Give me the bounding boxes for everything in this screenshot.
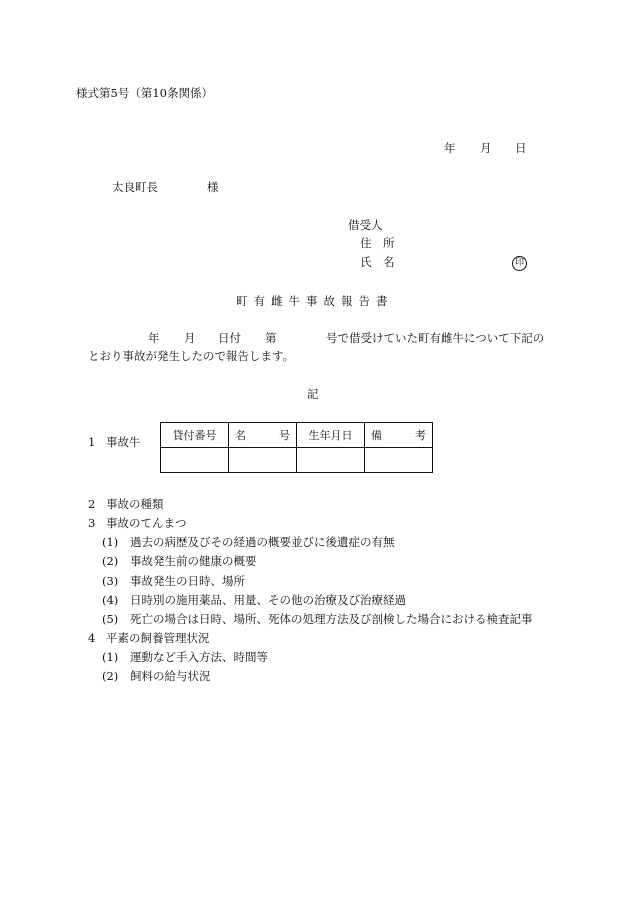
list-item-number: (3) xyxy=(102,574,119,588)
addressee-honorific: 様 xyxy=(207,180,219,194)
ki-heading: 記 xyxy=(307,387,319,401)
list-item-text: 過去の病歴及びその経過の概要並びに後遺症の有無 xyxy=(130,535,395,549)
list-item-number: 3 xyxy=(88,516,96,530)
list-item-number: 2 xyxy=(88,497,96,511)
date-day-label: 日 xyxy=(515,141,527,155)
list-item-text: 平素の飼養管理状況 xyxy=(106,631,210,645)
body-number-prefix: 第 xyxy=(265,331,277,345)
list-item-number: (1) xyxy=(102,535,119,549)
list-item-number: (4) xyxy=(102,593,119,607)
header-loan-number: 貸付番号 xyxy=(161,423,229,448)
date-year-label: 年 xyxy=(444,141,456,155)
seal-mark: 印 xyxy=(512,254,527,271)
body-line2: とおり事故が発生したので報告します。 xyxy=(88,349,295,363)
list-item-text: 日時別の施用薬品、用量、その他の治療及び治療経過 xyxy=(130,593,406,607)
list-item-text: 事故のてんまつ xyxy=(106,516,187,530)
table-row xyxy=(161,448,433,473)
accident-cow-table xyxy=(160,422,433,473)
cell-birthdate[interactable] xyxy=(297,448,365,473)
borrower-heading: 借受人 xyxy=(348,218,383,232)
list-item-text: 事故発生前の健康の概要 xyxy=(130,554,257,568)
address-label: 住 所 xyxy=(360,236,395,250)
list-item-number: (1) xyxy=(102,650,119,664)
date-month-label: 月 xyxy=(480,141,492,155)
table-header-row xyxy=(161,423,433,448)
list-item-text: 事故の種類 xyxy=(106,497,164,511)
section1-label: 事故牛 xyxy=(106,435,141,449)
addressee-name: 太良町長 xyxy=(112,180,158,194)
body-line1: 号で借受けていた町有雌牛について下記の xyxy=(326,331,545,345)
cell-loan-number[interactable] xyxy=(161,448,229,473)
header-birthdate: 生年月日 xyxy=(297,423,365,448)
header-name: 名 号 xyxy=(229,423,297,448)
section1-number: 1 xyxy=(88,435,96,449)
cell-name[interactable] xyxy=(229,448,297,473)
list-item-text: 飼料の給与状況 xyxy=(130,669,211,683)
body-month: 月 xyxy=(184,331,196,345)
list-item-number: 4 xyxy=(88,631,96,645)
list-item-text: 運動など手入方法、時間等 xyxy=(130,650,268,664)
list-item-number: (5) xyxy=(102,612,119,626)
form-number: 様式第5号（第10条関係） xyxy=(76,86,213,100)
list-item-number: (2) xyxy=(102,554,119,568)
cell-remarks[interactable] xyxy=(365,448,433,473)
document-title: 町有雌牛事故報告書 xyxy=(236,294,394,308)
header-remarks: 備 考 xyxy=(365,423,433,448)
body-year: 年 xyxy=(148,331,160,345)
name-label: 氏 名 xyxy=(360,255,395,269)
list-item-text: 事故発生の日時、場所 xyxy=(130,574,245,588)
list-item-number: (2) xyxy=(102,669,119,683)
list-item-text: 死亡の場合は日時、場所、死体の処理方法及び剖検した場合における検査記事 xyxy=(130,612,533,626)
body-date-suffix: 日付 xyxy=(218,331,241,345)
